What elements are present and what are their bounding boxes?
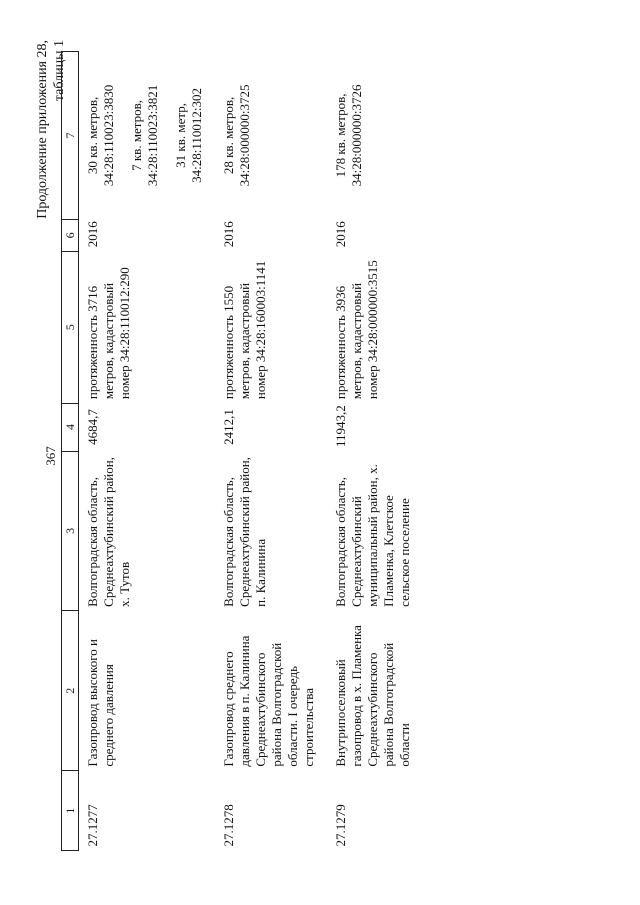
page-number: 367 [43, 446, 58, 466]
object-year: 2016 [85, 221, 100, 248]
object-value: 2412,1 [221, 409, 236, 445]
column-number: 3 [62, 451, 79, 611]
column-number: 6 [62, 219, 79, 251]
land-plots [327, 52, 423, 220]
object-description: протяженность 3936 метров, кадастровый номер 34:28:000000:3515 [333, 260, 380, 400]
land-plot: 30 кв. метров, 34:28:110023:3830 [85, 84, 116, 187]
land-plot: 178 кв. метров, 34:28:000000:3726 [333, 84, 364, 187]
appendix-header-line2: таблицы 1 [52, 40, 67, 102]
table-row [327, 52, 423, 851]
object-year: 2016 [333, 221, 348, 248]
appendix-header-line1: Продолжение приложения 28, [35, 40, 50, 219]
column-number: 7 [62, 52, 79, 220]
table-row [79, 52, 216, 851]
object-location: Волгоградская область, Среднеахтубинский район, х. Тутов [85, 457, 132, 607]
object-location: Волгоградская область, Среднеахтубинский район, п. Калинина [221, 457, 268, 607]
object-value: 4684,7 [85, 409, 100, 445]
table-row [215, 52, 327, 851]
object-value: 11943,2 [333, 405, 348, 448]
land-plots [79, 52, 216, 220]
row-number: 27.1278 [221, 804, 236, 847]
object-location: Волгоградская область, Среднеахтубинский муниципальный район, х. Пламенка, Клетское сельское поселение [333, 464, 412, 607]
row-number: 27.1279 [333, 804, 348, 847]
object-description: протяженность 1550 метров, кадастровый номер 34:28:160003:1141 [221, 260, 268, 400]
land-plots [215, 52, 327, 220]
column-number: 4 [62, 403, 79, 451]
row-number: 27.1277 [85, 804, 100, 847]
object-name: Внутрипоселковый газопровод в х. Пламенка Среднеахтубинского района Волгоградской области [333, 625, 412, 767]
object-year: 2016 [221, 221, 236, 248]
column-number: 5 [62, 251, 79, 403]
object-name: Газопровод высокого и среднего давления [85, 639, 116, 767]
column-number: 1 [62, 771, 79, 851]
column-number-row [62, 52, 79, 851]
registry-table [61, 51, 423, 851]
land-plot: 7 кв. метров, 34:28:110023:3821 [129, 84, 160, 187]
column-number: 2 [62, 611, 79, 771]
object-name: Газопровод среднего давления в п. Калинина Среднеахтубинского района Волгоградской области. I очередь строительства [221, 635, 316, 767]
land-plot: 31 кв. метр, 34:28:110012:302 [173, 87, 204, 183]
object-description: протяженность 3716 метров, кадастровый номер 34:28:110012:290 [85, 267, 132, 400]
land-plot: 28 кв. метров, 34:28:000000:3725 [221, 84, 252, 187]
